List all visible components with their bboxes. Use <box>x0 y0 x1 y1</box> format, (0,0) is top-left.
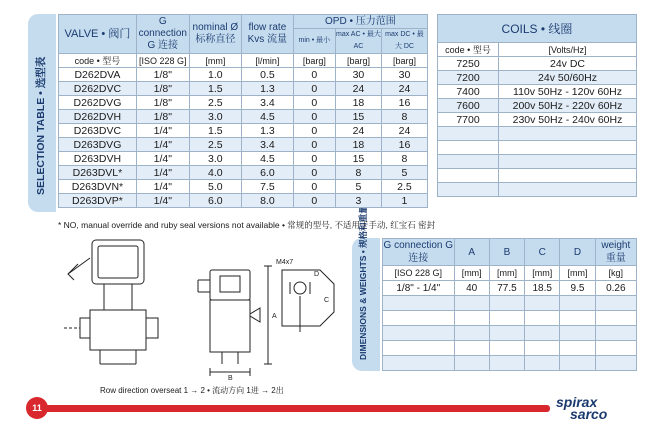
table-cell <box>454 296 489 311</box>
table-cell: 18 <box>335 96 381 110</box>
table-cell <box>489 311 524 326</box>
table-cell: 0.26 <box>595 281 636 296</box>
table-cell: 0 <box>293 194 335 208</box>
table-cell <box>525 311 560 326</box>
table-cell <box>525 296 560 311</box>
table-cell: 1.5 <box>189 82 241 96</box>
table-cell <box>454 341 489 356</box>
table-cell <box>454 311 489 326</box>
unit-cell: [Volts/Hz] <box>499 43 637 57</box>
table-cell: 2.5 <box>381 180 427 194</box>
footnote: * NO, manual override and ruby seal versions not available • 常规的型号, 不适用于手动, 红宝石 密封 <box>58 220 436 230</box>
coil-row <box>438 127 637 141</box>
table-cell <box>499 155 637 169</box>
label-d: D <box>314 271 320 278</box>
unit-cell: [mm] <box>489 266 524 281</box>
table-cell: 24 <box>381 124 427 138</box>
table-cell <box>595 326 636 341</box>
coil-row <box>438 141 637 155</box>
valve-side-view <box>64 240 158 364</box>
selection-row <box>59 68 428 82</box>
col-g-connection: G connection G 连接 <box>136 15 189 54</box>
table-cell: 0 <box>293 166 335 180</box>
selection-table <box>58 14 428 208</box>
dims-col-b: B <box>489 239 524 266</box>
table-cell <box>560 296 595 311</box>
table-cell: 8 <box>381 152 427 166</box>
table-cell: 0 <box>293 138 335 152</box>
selection-row <box>59 152 428 166</box>
unit-cell: [mm] <box>454 266 489 281</box>
unit-cell: code • 型号 <box>59 54 137 68</box>
table-cell <box>454 356 489 371</box>
table-cell <box>560 356 595 371</box>
table-cell: 1 <box>381 194 427 208</box>
dimension-row <box>383 311 637 326</box>
dimension-row <box>383 341 637 356</box>
table-cell: 18 <box>335 138 381 152</box>
table-cell: 15 <box>335 110 381 124</box>
selection-row <box>59 110 428 124</box>
unit-cell: [mm] <box>189 54 241 68</box>
table-cell: 0.5 <box>241 68 293 82</box>
selection-row <box>59 82 428 96</box>
table-cell <box>489 356 524 371</box>
table-cell: 77.5 <box>489 281 524 296</box>
page-number: 11 <box>26 397 48 419</box>
coil-row <box>438 183 637 197</box>
dims-col-c: C <box>525 239 560 266</box>
table-cell: D262DVG <box>59 96 137 110</box>
brand-line-2: sarco <box>570 406 608 422</box>
table-cell: 30 <box>335 68 381 82</box>
table-cell: 6.0 <box>241 166 293 180</box>
unit-cell: [barg] <box>381 54 427 68</box>
footer-bar <box>30 405 550 412</box>
coil-row <box>438 113 637 127</box>
selection-row <box>59 96 428 110</box>
table-cell: 16 <box>381 138 427 152</box>
table-cell <box>383 296 455 311</box>
col-max-dc: max DC • 最大 DC <box>381 29 427 54</box>
coil-row <box>438 155 637 169</box>
table-cell <box>595 311 636 326</box>
unit-cell: [ISO 228 G] <box>383 266 455 281</box>
table-cell: 16 <box>381 96 427 110</box>
table-cell: 3 <box>335 194 381 208</box>
dims-col-weight: weight 重量 <box>595 239 636 266</box>
table-cell: D262DVC <box>59 82 137 96</box>
unit-cell: [barg] <box>293 54 335 68</box>
unit-cell: [barg] <box>335 54 381 68</box>
brand-logo <box>556 396 607 420</box>
coil-row <box>438 169 637 183</box>
table-cell: 4.5 <box>241 152 293 166</box>
table-cell: 1/8" <box>136 96 189 110</box>
coil-row <box>438 99 637 113</box>
coil-row <box>438 71 637 85</box>
table-cell <box>489 341 524 356</box>
table-cell: 0 <box>293 110 335 124</box>
selection-row <box>59 124 428 138</box>
table-cell: 5 <box>335 180 381 194</box>
table-cell: 1/4" <box>136 152 189 166</box>
table-cell: 1.0 <box>189 68 241 82</box>
table-cell: D263DVC <box>59 124 137 138</box>
selection-row <box>59 138 428 152</box>
table-cell: 0 <box>293 96 335 110</box>
col-min: min • 最小 <box>293 29 335 54</box>
label-b: B <box>228 375 233 381</box>
label-a: A <box>272 313 277 320</box>
dimension-row <box>383 326 637 341</box>
coils-table <box>437 14 637 197</box>
table-cell: 1/4" <box>136 138 189 152</box>
table-cell: 9.5 <box>560 281 595 296</box>
table-cell <box>438 141 499 155</box>
table-cell: 1.3 <box>241 82 293 96</box>
table-cell: 200v 50Hz - 220v 60Hz <box>499 99 637 113</box>
table-cell: 8 <box>335 166 381 180</box>
table-cell: 5.0 <box>189 180 241 194</box>
table-cell <box>383 356 455 371</box>
table-cell: 3.0 <box>189 152 241 166</box>
table-cell: D263DVG <box>59 138 137 152</box>
table-cell <box>595 341 636 356</box>
col-opd: OPD • 压力范围 <box>293 15 427 29</box>
table-cell <box>560 311 595 326</box>
table-cell: 1/4" <box>136 166 189 180</box>
table-cell: 3.4 <box>241 138 293 152</box>
table-cell: 0 <box>293 68 335 82</box>
table-cell <box>525 341 560 356</box>
table-cell <box>438 127 499 141</box>
dims-col-d: D <box>560 239 595 266</box>
table-cell: 6.0 <box>189 194 241 208</box>
table-cell: 24 <box>381 82 427 96</box>
table-cell: D263DVH <box>59 152 137 166</box>
unit-cell: [mm] <box>560 266 595 281</box>
table-cell: 1/8" - 1/4" <box>383 281 455 296</box>
table-cell: 15 <box>335 152 381 166</box>
label-c: C <box>324 297 330 304</box>
table-cell: 7400 <box>438 85 499 99</box>
table-cell: 24 <box>335 82 381 96</box>
col-nominal: nominal Ø 标称直径 <box>189 15 241 54</box>
table-cell: 1/8" <box>136 110 189 124</box>
coil-row <box>438 57 637 71</box>
coils-units-row <box>438 43 637 57</box>
table-cell: 40 <box>454 281 489 296</box>
table-cell: 24 <box>335 124 381 138</box>
table-cell: 1/4" <box>136 124 189 138</box>
units-row <box>59 54 428 68</box>
flow-direction-caption: Row direction overseat 1 → 2 • 流动方向 1进 → 2出 <box>100 386 284 395</box>
table-cell: 8 <box>381 110 427 124</box>
selection-row <box>59 194 428 208</box>
table-cell: D263DVN* <box>59 180 137 194</box>
table-cell: 0 <box>293 124 335 138</box>
table-cell: 30 <box>381 68 427 82</box>
coil-row <box>438 85 637 99</box>
table-cell <box>525 356 560 371</box>
table-cell: 8.0 <box>241 194 293 208</box>
table-cell <box>595 356 636 371</box>
unit-cell: [l/min] <box>241 54 293 68</box>
dimensions-table <box>382 238 637 371</box>
table-cell <box>499 141 637 155</box>
table-cell: 0 <box>293 152 335 166</box>
table-cell <box>383 341 455 356</box>
table-cell <box>438 169 499 183</box>
table-cell: 1.5 <box>189 124 241 138</box>
unit-cell: [ISO 228 G] <box>136 54 189 68</box>
table-cell <box>499 183 637 197</box>
dimension-row <box>383 356 637 371</box>
table-cell: 7200 <box>438 71 499 85</box>
table-cell <box>499 127 637 141</box>
dimension-row <box>383 281 637 296</box>
dims-col-g: G connection G 连接 <box>383 240 454 264</box>
coils-title: COILS • 线圈 <box>438 15 637 43</box>
selection-row <box>59 166 428 180</box>
table-cell: 7250 <box>438 57 499 71</box>
col-valve: VALVE • 阀门 <box>59 15 137 54</box>
table-cell: 1/8" <box>136 68 189 82</box>
table-cell: 1/4" <box>136 180 189 194</box>
table-cell <box>489 326 524 341</box>
col-flow: flow rate Kvs 流量 <box>241 15 293 54</box>
table-cell <box>560 326 595 341</box>
table-cell: 7600 <box>438 99 499 113</box>
table-cell <box>383 311 455 326</box>
table-cell <box>560 341 595 356</box>
dimensions-side-label: DIMENSIONS & WEIGHTS • 规格和重量 <box>358 205 368 360</box>
table-cell: 24v 50/60Hz <box>499 71 637 85</box>
selection-row <box>59 180 428 194</box>
table-cell: 7.5 <box>241 180 293 194</box>
table-cell: D263DVP* <box>59 194 137 208</box>
unit-cell: code • 型号 <box>438 43 499 57</box>
table-cell <box>499 169 637 183</box>
table-cell <box>489 296 524 311</box>
table-cell: 7700 <box>438 113 499 127</box>
dims-units-row <box>383 266 637 281</box>
table-cell: 110v 50Hz - 120v 60Hz <box>499 85 637 99</box>
col-max-ac: max AC • 最大 AC <box>335 29 381 54</box>
selection-side-label: SELECTION TABLE • 选型表 <box>35 56 47 195</box>
table-cell: D262DVA <box>59 68 137 82</box>
dims-col-a: A <box>454 239 489 266</box>
table-cell <box>525 326 560 341</box>
valve-drawings <box>60 236 345 381</box>
table-cell: 3.4 <box>241 96 293 110</box>
table-cell <box>383 326 455 341</box>
unit-cell: [kg] <box>595 266 636 281</box>
table-cell: 1/8" <box>136 82 189 96</box>
table-cell: D262DVH <box>59 110 137 124</box>
table-cell: 1/4" <box>136 194 189 208</box>
table-cell <box>438 183 499 197</box>
table-cell: 5 <box>381 166 427 180</box>
brand-line-1: spirax <box>556 394 598 410</box>
table-cell: 2.5 <box>189 138 241 152</box>
unit-cell: [mm] <box>525 266 560 281</box>
table-cell <box>595 296 636 311</box>
table-cell: 3.0 <box>189 110 241 124</box>
table-cell: 2.5 <box>189 96 241 110</box>
table-cell <box>454 326 489 341</box>
table-cell: 0 <box>293 180 335 194</box>
table-cell: 230v 50Hz - 240v 60Hz <box>499 113 637 127</box>
valve-dimension-view <box>198 266 334 376</box>
dimension-row <box>383 296 637 311</box>
table-cell: 24v DC <box>499 57 637 71</box>
table-cell: 1.3 <box>241 124 293 138</box>
table-cell: 0 <box>293 82 335 96</box>
table-cell: D263DVL* <box>59 166 137 180</box>
table-cell <box>438 155 499 169</box>
table-cell: 4.0 <box>189 166 241 180</box>
label-m4: M4x7 <box>276 259 294 266</box>
table-cell: 18.5 <box>525 281 560 296</box>
table-cell: 4.5 <box>241 110 293 124</box>
